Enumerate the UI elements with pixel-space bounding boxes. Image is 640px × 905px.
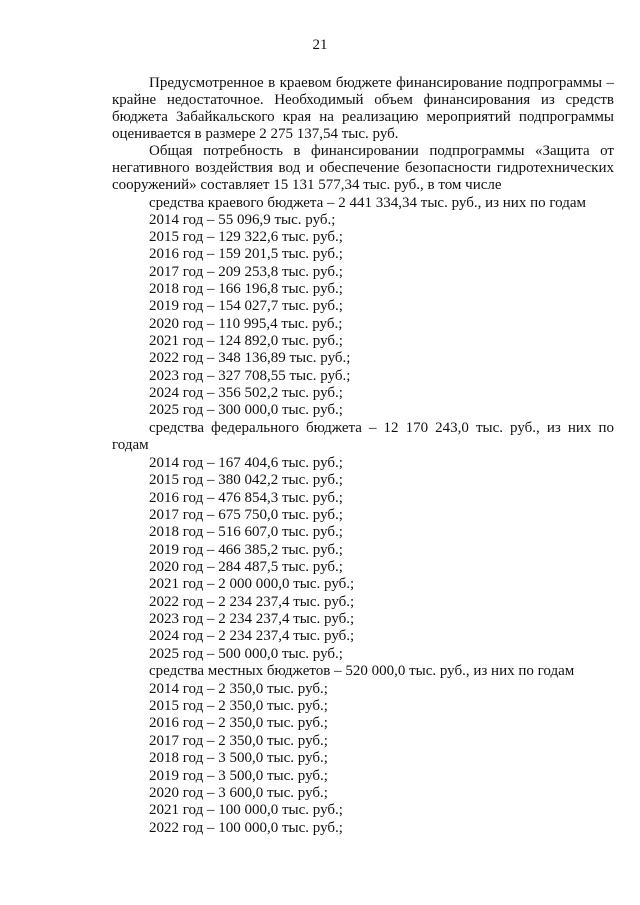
federal-budget-heading-cont: годам	[112, 437, 149, 453]
federal-year-2018: 2018 год – 516 607,0 тыс. руб.;	[149, 524, 343, 540]
federal-year-2017: 2017 год – 675 750,0 тыс. руб.;	[149, 507, 343, 523]
regional-year-2015: 2015 год – 129 322,6 тыс. руб.;	[149, 229, 343, 245]
regional-year-2024: 2024 год – 356 502,2 тыс. руб.;	[149, 385, 343, 401]
paragraph-1-line-4: оценивается в размере 2 275 137,54 тыс. руб.	[112, 126, 399, 142]
federal-year-2022: 2022 год – 2 234 237,4 тыс. руб.;	[149, 594, 355, 610]
local-year-2019: 2019 год – 3 500,0 тыс. руб.;	[149, 768, 328, 784]
federal-year-2015: 2015 год – 380 042,2 тыс. руб.;	[149, 472, 343, 488]
regional-year-2021: 2021 год – 124 892,0 тыс. руб.;	[149, 333, 343, 349]
federal-year-2023: 2023 год – 2 234 237,4 тыс. руб.;	[149, 611, 355, 627]
local-year-2020: 2020 год – 3 600,0 тыс. руб.;	[149, 785, 328, 801]
local-year-2022: 2022 год – 100 000,0 тыс. руб.;	[149, 820, 343, 836]
regional-year-2022: 2022 год – 348 136,89 тыс. руб.;	[149, 350, 351, 366]
local-year-2016: 2016 год – 2 350,0 тыс. руб.;	[149, 715, 328, 731]
regional-year-2025: 2025 год – 300 000,0 тыс. руб.;	[149, 402, 343, 418]
local-budget-heading: средства местных бюджетов – 520 000,0 тыс. руб., из них по годам	[149, 663, 575, 679]
regional-year-2017: 2017 год – 209 253,8 тыс. руб.;	[149, 264, 343, 280]
local-year-2015: 2015 год – 2 350,0 тыс. руб.;	[149, 698, 328, 714]
federal-year-2016: 2016 год – 476 854,3 тыс. руб.;	[149, 490, 343, 506]
page-number: 21	[312, 37, 328, 53]
paragraph-1-line-2: крайне недостаточное. Необходимый объем финансирования из средств	[112, 92, 614, 108]
paragraph-1-line-3: бюджета Забайкальского края на реализацию мероприятий подпрограммы	[112, 109, 614, 125]
federal-year-2021: 2021 год – 2 000 000,0 тыс. руб.;	[149, 576, 355, 592]
regional-year-2019: 2019 год – 154 027,7 тыс. руб.;	[149, 298, 343, 314]
federal-budget-heading: средства федерального бюджета – 12 170 243,0 тыс. руб., из них по	[149, 420, 614, 436]
local-year-2014: 2014 год – 2 350,0 тыс. руб.;	[149, 681, 328, 697]
federal-year-2014: 2014 год – 167 404,6 тыс. руб.;	[149, 455, 343, 471]
local-year-2018: 2018 год – 3 500,0 тыс. руб.;	[149, 750, 328, 766]
paragraph-2-line-1: Общая потребность в финансировании подпрограммы «Защита от	[149, 143, 614, 159]
regional-budget-heading: средства краевого бюджета – 2 441 334,34 тыс. руб., из них по годам	[149, 195, 586, 211]
federal-year-2020: 2020 год – 284 487,5 тыс. руб.;	[149, 559, 343, 575]
paragraph-2-line-2: негативного воздействия вод и обеспечение безопасности гидротехнических	[112, 160, 614, 176]
regional-year-2016: 2016 год – 159 201,5 тыс. руб.;	[149, 246, 343, 262]
federal-year-2019: 2019 год – 466 385,2 тыс. руб.;	[149, 542, 343, 558]
federal-year-2024: 2024 год – 2 234 237,4 тыс. руб.;	[149, 628, 355, 644]
federal-year-2025: 2025 год – 500 000,0 тыс. руб.;	[149, 646, 343, 662]
regional-year-2014: 2014 год – 55 096,9 тыс. руб.;	[149, 212, 336, 228]
regional-year-2018: 2018 год – 166 196,8 тыс. руб.;	[149, 281, 343, 297]
paragraph-2-line-3: сооружений» составляет 15 131 577,34 тыс. руб., в том числе	[112, 177, 502, 193]
regional-year-2020: 2020 год – 110 995,4 тыс. руб.;	[149, 316, 343, 332]
local-year-2021: 2021 год – 100 000,0 тыс. руб.;	[149, 802, 343, 818]
local-year-2017: 2017 год – 2 350,0 тыс. руб.;	[149, 733, 328, 749]
regional-year-2023: 2023 год – 327 708,55 тыс. руб.;	[149, 368, 351, 384]
paragraph-1-line-1: Предусмотренное в краевом бюджете финансирование подпрограммы –	[149, 75, 614, 91]
